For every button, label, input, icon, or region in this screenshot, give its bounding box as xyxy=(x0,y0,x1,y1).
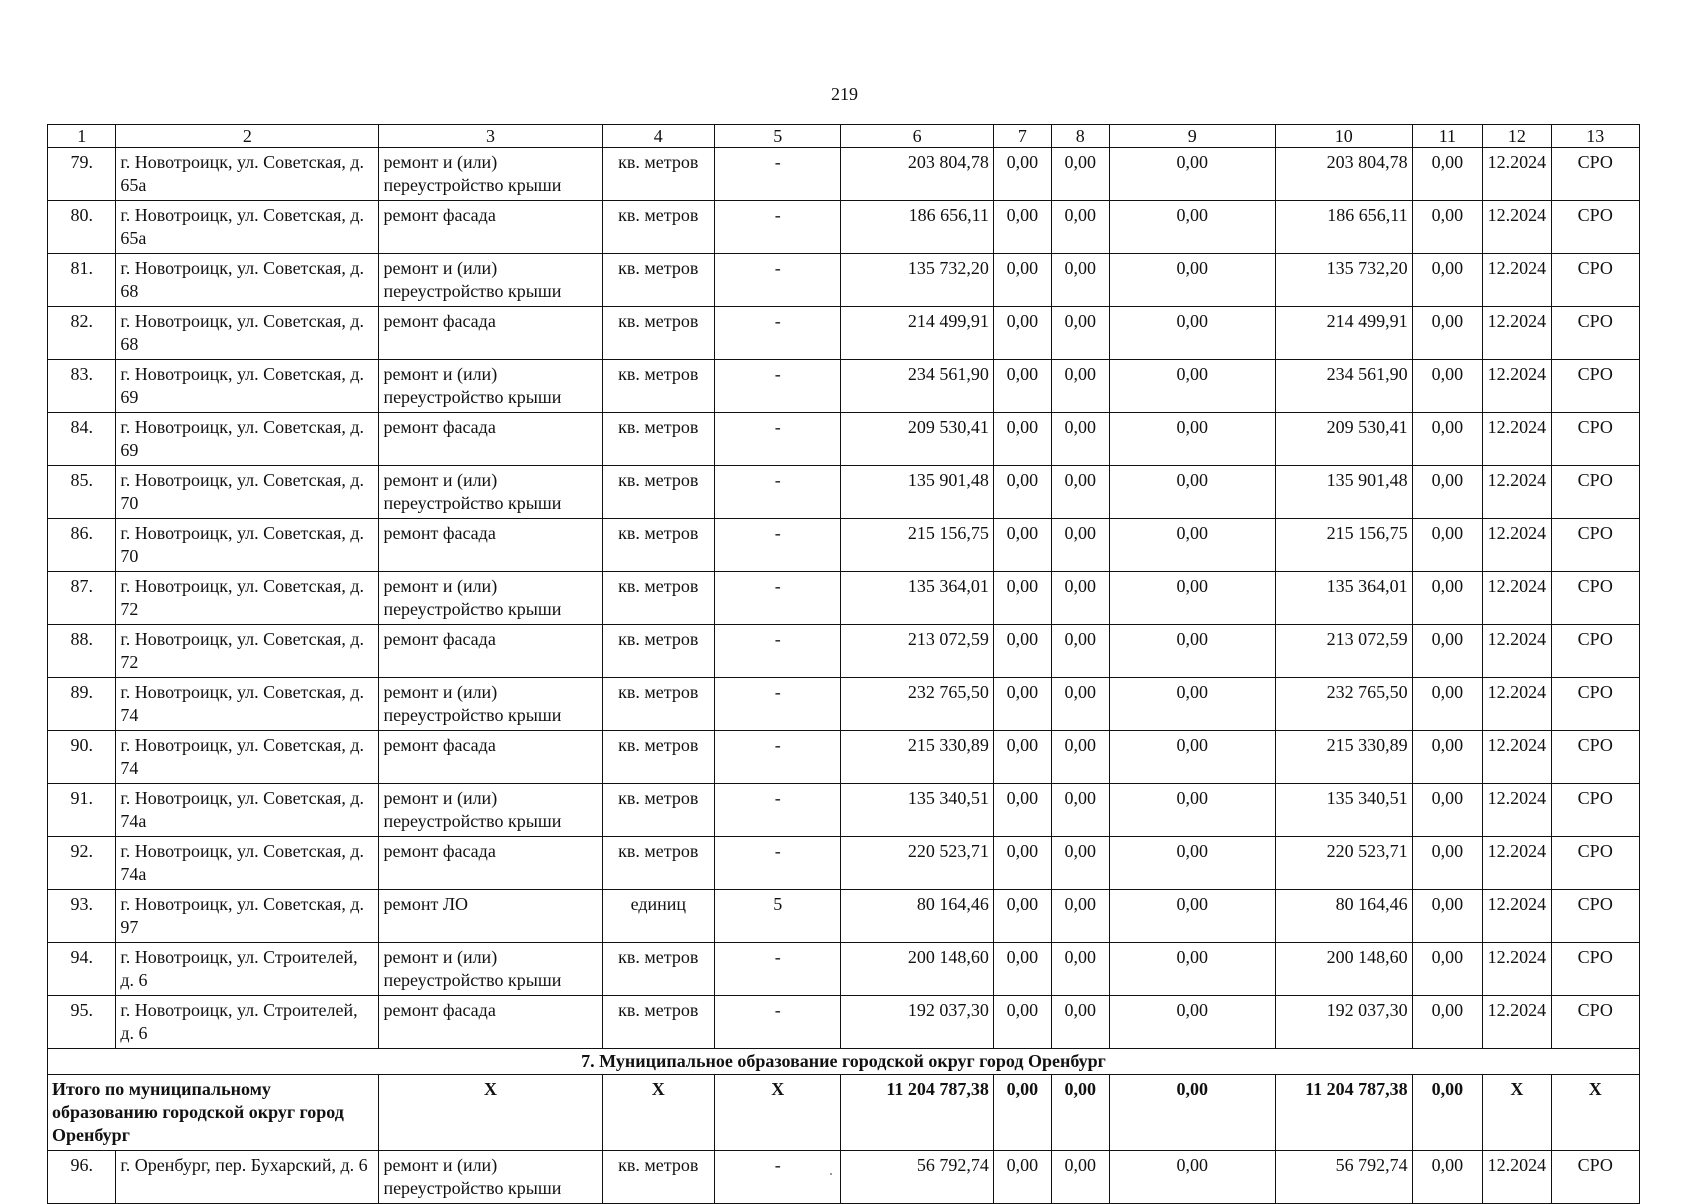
fund-regional-cell: 0,00 xyxy=(1051,201,1109,254)
fund-owners-cell: 213 072,59 xyxy=(1275,625,1412,678)
operator-cell: СРО xyxy=(1551,837,1639,890)
fund-owners-cell: 215 330,89 xyxy=(1275,731,1412,784)
fund-regional-cell: 0,00 xyxy=(1051,890,1109,943)
fund-federal-cell: 0,00 xyxy=(993,837,1051,890)
table-row xyxy=(48,784,1640,837)
fund-regional-cell: 0,00 xyxy=(1051,254,1109,307)
operator-cell: СРО xyxy=(1551,1151,1639,1204)
quantity-cell: - xyxy=(715,837,841,890)
quantity-cell: - xyxy=(715,201,841,254)
fund-local-cell: 0,00 xyxy=(1109,148,1275,201)
quantity-cell: - xyxy=(715,413,841,466)
total-cost-cell: 135 340,51 xyxy=(841,784,994,837)
quantity-cell: - xyxy=(715,519,841,572)
column-number: 7 xyxy=(993,125,1051,148)
fund-federal-cell: 0,00 xyxy=(993,572,1051,625)
page-number: 219 xyxy=(831,84,858,104)
work-type-cell: ремонт фасада xyxy=(379,625,602,678)
total-cost-cell: 135 901,48 xyxy=(841,466,994,519)
fund-regional-cell: 0,00 xyxy=(1051,360,1109,413)
row-number-cell: 88. xyxy=(48,625,116,678)
fund-owners-cell: 232 765,50 xyxy=(1275,678,1412,731)
row-number-cell: 79. xyxy=(48,148,116,201)
quantity-cell: - xyxy=(715,466,841,519)
section-title: 7. Муниципальное образование городской округ город Оренбург xyxy=(48,1049,1640,1075)
deadline-cell: 12.2024 xyxy=(1483,890,1551,943)
address-cell: г. Новотроицк, ул. Советская, д. 72 xyxy=(116,625,379,678)
table-row xyxy=(48,254,1640,307)
fund-regional-cell: 0,00 xyxy=(1051,572,1109,625)
work-type-cell: ремонт и (или) переустройство крыши xyxy=(379,254,602,307)
total-cost-cell: 135 732,20 xyxy=(841,254,994,307)
fund-other-cell: 0,00 xyxy=(1412,943,1482,996)
table-row xyxy=(48,943,1640,996)
fund-owners-cell: 234 561,90 xyxy=(1275,360,1412,413)
operator-cell: СРО xyxy=(1551,360,1639,413)
unit-cell: кв. метров xyxy=(602,201,715,254)
deadline-cell: 12.2024 xyxy=(1483,466,1551,519)
fund-local-cell: 0,00 xyxy=(1109,784,1275,837)
unit-cell: кв. метров xyxy=(602,360,715,413)
operator-cell: СРО xyxy=(1551,148,1639,201)
total-row xyxy=(48,1075,1640,1151)
operator-cell: СРО xyxy=(1551,413,1639,466)
work-type-cell: ремонт фасада xyxy=(379,413,602,466)
fund-federal-cell: 0,00 xyxy=(993,201,1051,254)
fund-regional-cell: 0,00 xyxy=(1051,625,1109,678)
unit-cell: кв. метров xyxy=(602,148,715,201)
fund-owners-cell: 203 804,78 xyxy=(1275,148,1412,201)
total-cost-cell: 186 656,11 xyxy=(841,201,994,254)
fund-federal-cell: 0,00 xyxy=(993,254,1051,307)
work-type-cell: ремонт фасада xyxy=(379,201,602,254)
fund-owners-cell: 56 792,74 xyxy=(1275,1151,1412,1204)
fund-other-cell: 0,00 xyxy=(1412,466,1482,519)
work-type-cell: ремонт фасада xyxy=(379,837,602,890)
fund-owners-cell: 209 530,41 xyxy=(1275,413,1412,466)
deadline-cell: 12.2024 xyxy=(1483,572,1551,625)
operator-cell: СРО xyxy=(1551,307,1639,360)
fund-other-cell: 0,00 xyxy=(1412,572,1482,625)
fund-local-cell: 0,00 xyxy=(1109,254,1275,307)
fund-federal-cell: 0,00 xyxy=(993,943,1051,996)
work-type-cell: ремонт фасада xyxy=(379,307,602,360)
address-cell: г. Новотроицк, ул. Советская, д. 72 xyxy=(116,572,379,625)
row-number-cell: 96. xyxy=(48,1151,116,1204)
deadline-cell: 12.2024 xyxy=(1483,201,1551,254)
fund-other-cell: 0,00 xyxy=(1412,678,1482,731)
quantity-cell: - xyxy=(715,996,841,1049)
fund-local-cell: 0,00 xyxy=(1109,890,1275,943)
total-c5-cell: X xyxy=(715,1075,841,1151)
quantity-cell: - xyxy=(715,572,841,625)
operator-cell: СРО xyxy=(1551,731,1639,784)
row-number-cell: 94. xyxy=(48,943,116,996)
row-number-cell: 81. xyxy=(48,254,116,307)
total-cost-cell: 192 037,30 xyxy=(841,996,994,1049)
total-cost-cell: 214 499,91 xyxy=(841,307,994,360)
table-row xyxy=(48,996,1640,1049)
fund-owners-cell: 135 364,01 xyxy=(1275,572,1412,625)
table-row xyxy=(48,625,1640,678)
fund-regional-cell: 0,00 xyxy=(1051,943,1109,996)
fund-owners-cell: 192 037,30 xyxy=(1275,996,1412,1049)
fund-federal-cell: 0,00 xyxy=(993,1151,1051,1204)
fund-local-cell: 0,00 xyxy=(1109,201,1275,254)
deadline-cell: 12.2024 xyxy=(1483,678,1551,731)
fund-local-cell: 0,00 xyxy=(1109,466,1275,519)
deadline-cell: 12.2024 xyxy=(1483,519,1551,572)
fund-federal-cell: 0,00 xyxy=(993,890,1051,943)
quantity-cell: - xyxy=(715,307,841,360)
unit-cell: кв. метров xyxy=(602,307,715,360)
fund-local-cell: 0,00 xyxy=(1109,625,1275,678)
unit-cell: кв. метров xyxy=(602,625,715,678)
operator-cell: СРО xyxy=(1551,254,1639,307)
operator-cell: СРО xyxy=(1551,943,1639,996)
table-row xyxy=(48,307,1640,360)
operator-cell: СРО xyxy=(1551,466,1639,519)
total-cost-cell: 213 072,59 xyxy=(841,625,994,678)
fund-regional-cell: 0,00 xyxy=(1051,466,1109,519)
unit-cell: кв. метров xyxy=(602,1151,715,1204)
table-row xyxy=(48,678,1640,731)
fund-local-cell: 0,00 xyxy=(1109,837,1275,890)
fund-federal-cell: 0,00 xyxy=(993,731,1051,784)
address-cell: г. Новотроицк, ул. Советская, д. 68 xyxy=(116,254,379,307)
total-cost-cell: 203 804,78 xyxy=(841,148,994,201)
operator-cell: СРО xyxy=(1551,678,1639,731)
fund-local-cell: 0,00 xyxy=(1109,943,1275,996)
fund-local-cell: 0,00 xyxy=(1109,731,1275,784)
fund-local-cell: 0,00 xyxy=(1109,360,1275,413)
total-c13-cell: X xyxy=(1551,1075,1639,1151)
work-type-cell: ремонт и (или) переустройство крыши xyxy=(379,1151,602,1204)
total-c6-cell: 11 204 787,38 xyxy=(841,1075,994,1151)
fund-other-cell: 0,00 xyxy=(1412,731,1482,784)
address-cell: г. Новотроицк, ул. Советская, д. 70 xyxy=(116,466,379,519)
fund-local-cell: 0,00 xyxy=(1109,678,1275,731)
row-number-cell: 92. xyxy=(48,837,116,890)
fund-other-cell: 0,00 xyxy=(1412,148,1482,201)
fund-other-cell: 0,00 xyxy=(1412,1151,1482,1204)
operator-cell: СРО xyxy=(1551,625,1639,678)
unit-cell: кв. метров xyxy=(602,943,715,996)
fund-owners-cell: 80 164,46 xyxy=(1275,890,1412,943)
row-number-cell: 84. xyxy=(48,413,116,466)
table-row xyxy=(48,572,1640,625)
address-cell: г. Новотроицк, ул. Советская, д. 69 xyxy=(116,413,379,466)
total-c4-cell: X xyxy=(602,1075,715,1151)
fund-federal-cell: 0,00 xyxy=(993,466,1051,519)
address-cell: г. Новотроицк, ул. Строителей, д. 6 xyxy=(116,943,379,996)
work-type-cell: ремонт и (или) переустройство крыши xyxy=(379,784,602,837)
unit-cell: кв. метров xyxy=(602,413,715,466)
table-row xyxy=(48,519,1640,572)
total-label: Итого по муниципальному образованию городской округ город Оренбург xyxy=(48,1075,379,1151)
fund-regional-cell: 0,00 xyxy=(1051,1151,1109,1204)
column-number: 1 xyxy=(48,125,116,148)
row-number-cell: 89. xyxy=(48,678,116,731)
address-cell: г. Новотроицк, ул. Советская, д. 68 xyxy=(116,307,379,360)
address-cell: г. Новотроицк, ул. Советская, д. 65а xyxy=(116,201,379,254)
total-cost-cell: 215 330,89 xyxy=(841,731,994,784)
total-c9-cell: 0,00 xyxy=(1109,1075,1275,1151)
unit-cell: кв. метров xyxy=(602,837,715,890)
quantity-cell: - xyxy=(715,1151,841,1204)
quantity-cell: - xyxy=(715,148,841,201)
column-number: 2 xyxy=(116,125,379,148)
total-c7-cell: 0,00 xyxy=(993,1075,1051,1151)
fund-local-cell: 0,00 xyxy=(1109,413,1275,466)
fund-local-cell: 0,00 xyxy=(1109,519,1275,572)
table-row xyxy=(48,837,1640,890)
quantity-cell: 5 xyxy=(715,890,841,943)
unit-cell: кв. метров xyxy=(602,254,715,307)
address-cell: г. Новотроицк, ул. Советская, д. 74а xyxy=(116,784,379,837)
fund-other-cell: 0,00 xyxy=(1412,625,1482,678)
fund-regional-cell: 0,00 xyxy=(1051,837,1109,890)
total-c8-cell: 0,00 xyxy=(1051,1075,1109,1151)
fund-other-cell: 0,00 xyxy=(1412,201,1482,254)
fund-other-cell: 0,00 xyxy=(1412,784,1482,837)
total-c11-cell: 0,00 xyxy=(1412,1075,1482,1151)
table-row xyxy=(48,413,1640,466)
fund-federal-cell: 0,00 xyxy=(993,784,1051,837)
work-type-cell: ремонт ЛО xyxy=(379,890,602,943)
deadline-cell: 12.2024 xyxy=(1483,731,1551,784)
fund-owners-cell: 215 156,75 xyxy=(1275,519,1412,572)
fund-owners-cell: 135 732,20 xyxy=(1275,254,1412,307)
fund-federal-cell: 0,00 xyxy=(993,996,1051,1049)
table-row xyxy=(48,201,1640,254)
table-body xyxy=(48,125,1640,1204)
address-cell: г. Новотроицк, ул. Советская, д. 74 xyxy=(116,731,379,784)
address-cell: г. Новотроицк, ул. Строителей, д. 6 xyxy=(116,996,379,1049)
column-number: 12 xyxy=(1483,125,1551,148)
deadline-cell: 12.2024 xyxy=(1483,360,1551,413)
quantity-cell: - xyxy=(715,784,841,837)
table-row xyxy=(48,148,1640,201)
fund-federal-cell: 0,00 xyxy=(993,307,1051,360)
quantity-cell: - xyxy=(715,625,841,678)
fund-owners-cell: 135 901,48 xyxy=(1275,466,1412,519)
total-c12-cell: X xyxy=(1483,1075,1551,1151)
fund-regional-cell: 0,00 xyxy=(1051,413,1109,466)
quantity-cell: - xyxy=(715,360,841,413)
fund-local-cell: 0,00 xyxy=(1109,307,1275,360)
column-number: 3 xyxy=(379,125,602,148)
scan-speck xyxy=(830,1173,832,1175)
total-cost-cell: 220 523,71 xyxy=(841,837,994,890)
fund-owners-cell: 200 148,60 xyxy=(1275,943,1412,996)
quantity-cell: - xyxy=(715,731,841,784)
work-type-cell: ремонт и (или) переустройство крыши xyxy=(379,678,602,731)
deadline-cell: 12.2024 xyxy=(1483,943,1551,996)
quantity-cell: - xyxy=(715,943,841,996)
address-cell: г. Новотроицк, ул. Советская, д. 97 xyxy=(116,890,379,943)
total-cost-cell: 56 792,74 xyxy=(841,1151,994,1204)
deadline-cell: 12.2024 xyxy=(1483,413,1551,466)
fund-other-cell: 0,00 xyxy=(1412,890,1482,943)
deadline-cell: 12.2024 xyxy=(1483,307,1551,360)
operator-cell: СРО xyxy=(1551,519,1639,572)
fund-other-cell: 0,00 xyxy=(1412,360,1482,413)
fund-regional-cell: 0,00 xyxy=(1051,519,1109,572)
fund-owners-cell: 135 340,51 xyxy=(1275,784,1412,837)
fund-local-cell: 0,00 xyxy=(1109,1151,1275,1204)
fund-regional-cell: 0,00 xyxy=(1051,996,1109,1049)
operator-cell: СРО xyxy=(1551,784,1639,837)
total-c3-cell: X xyxy=(379,1075,602,1151)
address-cell: г. Новотроицк, ул. Советская, д. 70 xyxy=(116,519,379,572)
fund-federal-cell: 0,00 xyxy=(993,678,1051,731)
quantity-cell: - xyxy=(715,254,841,307)
operator-cell: СРО xyxy=(1551,890,1639,943)
column-number: 9 xyxy=(1109,125,1275,148)
deadline-cell: 12.2024 xyxy=(1483,996,1551,1049)
unit-cell: кв. метров xyxy=(602,784,715,837)
fund-regional-cell: 0,00 xyxy=(1051,731,1109,784)
fund-federal-cell: 0,00 xyxy=(993,148,1051,201)
fund-regional-cell: 0,00 xyxy=(1051,784,1109,837)
total-cost-cell: 215 156,75 xyxy=(841,519,994,572)
row-number-cell: 95. xyxy=(48,996,116,1049)
unit-cell: кв. метров xyxy=(602,519,715,572)
unit-cell: кв. метров xyxy=(602,678,715,731)
fund-federal-cell: 0,00 xyxy=(993,625,1051,678)
row-number-cell: 80. xyxy=(48,201,116,254)
work-type-cell: ремонт и (или) переустройство крыши xyxy=(379,466,602,519)
fund-federal-cell: 0,00 xyxy=(993,413,1051,466)
column-number-row xyxy=(48,125,1640,148)
fund-other-cell: 0,00 xyxy=(1412,307,1482,360)
total-cost-cell: 234 561,90 xyxy=(841,360,994,413)
work-type-cell: ремонт и (или) переустройство крыши xyxy=(379,148,602,201)
deadline-cell: 12.2024 xyxy=(1483,254,1551,307)
quantity-cell: - xyxy=(715,678,841,731)
unit-cell: кв. метров xyxy=(602,996,715,1049)
deadline-cell: 12.2024 xyxy=(1483,1151,1551,1204)
fund-local-cell: 0,00 xyxy=(1109,572,1275,625)
row-number-cell: 83. xyxy=(48,360,116,413)
fund-other-cell: 0,00 xyxy=(1412,254,1482,307)
work-type-cell: ремонт и (или) переустройство крыши xyxy=(379,943,602,996)
deadline-cell: 12.2024 xyxy=(1483,784,1551,837)
row-number-cell: 87. xyxy=(48,572,116,625)
column-number: 10 xyxy=(1275,125,1412,148)
total-cost-cell: 80 164,46 xyxy=(841,890,994,943)
deadline-cell: 12.2024 xyxy=(1483,625,1551,678)
column-number: 4 xyxy=(602,125,715,148)
fund-regional-cell: 0,00 xyxy=(1051,307,1109,360)
work-type-cell: ремонт фасада xyxy=(379,731,602,784)
section-header-row xyxy=(48,1049,1640,1075)
total-cost-cell: 200 148,60 xyxy=(841,943,994,996)
fund-owners-cell: 186 656,11 xyxy=(1275,201,1412,254)
fund-regional-cell: 0,00 xyxy=(1051,678,1109,731)
work-type-cell: ремонт фасада xyxy=(379,996,602,1049)
operator-cell: СРО xyxy=(1551,201,1639,254)
table-row xyxy=(48,360,1640,413)
fund-federal-cell: 0,00 xyxy=(993,519,1051,572)
fund-other-cell: 0,00 xyxy=(1412,413,1482,466)
table-row xyxy=(48,890,1640,943)
total-c10-cell: 11 204 787,38 xyxy=(1275,1075,1412,1151)
column-number: 11 xyxy=(1412,125,1482,148)
work-type-cell: ремонт фасада xyxy=(379,519,602,572)
table-row xyxy=(48,731,1640,784)
column-number: 13 xyxy=(1551,125,1639,148)
column-number: 6 xyxy=(841,125,994,148)
fund-regional-cell: 0,00 xyxy=(1051,148,1109,201)
operator-cell: СРО xyxy=(1551,572,1639,625)
unit-cell: кв. метров xyxy=(602,731,715,784)
table-row xyxy=(48,466,1640,519)
fund-federal-cell: 0,00 xyxy=(993,360,1051,413)
work-type-cell: ремонт и (или) переустройство крыши xyxy=(379,360,602,413)
unit-cell: кв. метров xyxy=(602,466,715,519)
fund-other-cell: 0,00 xyxy=(1412,996,1482,1049)
deadline-cell: 12.2024 xyxy=(1483,837,1551,890)
address-cell: г. Новотроицк, ул. Советская, д. 74а xyxy=(116,837,379,890)
fund-owners-cell: 220 523,71 xyxy=(1275,837,1412,890)
address-cell: г. Новотроицк, ул. Советская, д. 69 xyxy=(116,360,379,413)
row-number-cell: 82. xyxy=(48,307,116,360)
column-number: 8 xyxy=(1051,125,1109,148)
total-cost-cell: 209 530,41 xyxy=(841,413,994,466)
total-cost-cell: 232 765,50 xyxy=(841,678,994,731)
row-number-cell: 91. xyxy=(48,784,116,837)
unit-cell: кв. метров xyxy=(602,572,715,625)
works-table xyxy=(47,124,1640,1204)
fund-local-cell: 0,00 xyxy=(1109,996,1275,1049)
address-cell: г. Оренбург, пер. Бухарский, д. 6 xyxy=(116,1151,379,1204)
fund-other-cell: 0,00 xyxy=(1412,519,1482,572)
operator-cell: СРО xyxy=(1551,996,1639,1049)
fund-owners-cell: 214 499,91 xyxy=(1275,307,1412,360)
row-number-cell: 93. xyxy=(48,890,116,943)
address-cell: г. Новотроицк, ул. Советская, д. 65а xyxy=(116,148,379,201)
work-type-cell: ремонт и (или) переустройство крыши xyxy=(379,572,602,625)
column-number: 5 xyxy=(715,125,841,148)
total-cost-cell: 135 364,01 xyxy=(841,572,994,625)
deadline-cell: 12.2024 xyxy=(1483,148,1551,201)
row-number-cell: 86. xyxy=(48,519,116,572)
unit-cell: единиц xyxy=(602,890,715,943)
address-cell: г. Новотроицк, ул. Советская, д. 74 xyxy=(116,678,379,731)
row-number-cell: 85. xyxy=(48,466,116,519)
row-number-cell: 90. xyxy=(48,731,116,784)
table-row xyxy=(48,1151,1640,1204)
fund-other-cell: 0,00 xyxy=(1412,837,1482,890)
